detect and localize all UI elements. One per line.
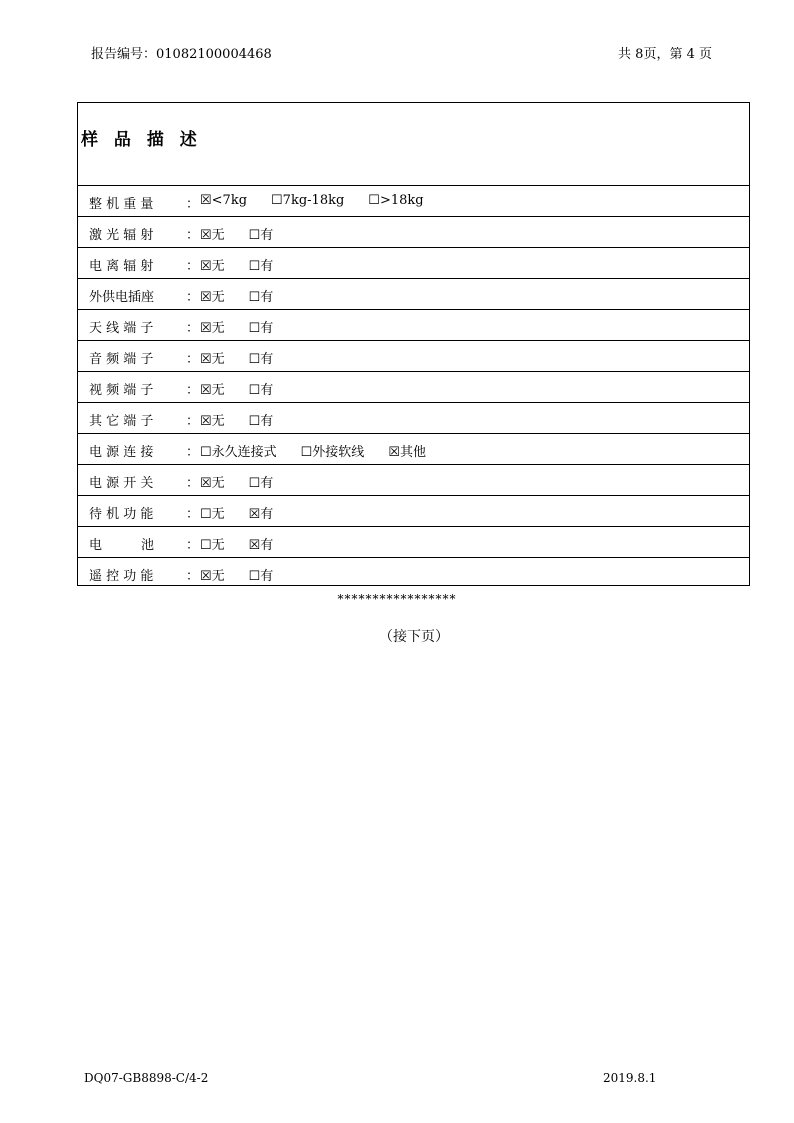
attribute-label: 整 机 重 量 xyxy=(89,197,154,212)
page-indicator: 共 8页，第 4 页 xyxy=(618,47,712,62)
section-header xyxy=(78,103,749,186)
attribute-label: 音 频 端 子 xyxy=(89,352,154,367)
colon: ： xyxy=(186,445,200,460)
colon: ： xyxy=(186,321,200,336)
attribute-label: 视 频 端 子 xyxy=(89,383,154,398)
attribute-options xyxy=(200,348,297,367)
checkbox-option: ☒<7kg xyxy=(200,193,248,208)
attribute-row xyxy=(78,186,749,217)
sample-description-table xyxy=(77,102,750,586)
checkbox-option: ☒无 xyxy=(200,259,225,274)
checkbox-option: ☐有 xyxy=(248,414,274,429)
attribute-row xyxy=(78,248,749,279)
attribute-rows xyxy=(78,186,749,589)
checkbox-option: ☒无 xyxy=(200,228,225,243)
checkbox-option: ☒无 xyxy=(200,476,225,491)
attribute-label: 电 离 辐 射 xyxy=(89,259,154,274)
attribute-row xyxy=(78,217,749,248)
attribute-row xyxy=(78,341,749,372)
continued-note: （接下页） xyxy=(379,629,449,645)
checkbox-option: ☐有 xyxy=(248,569,274,584)
checkbox-option: ☐有 xyxy=(248,352,274,367)
attribute-options xyxy=(200,224,297,243)
attribute-row xyxy=(78,403,749,434)
colon: ： xyxy=(186,507,200,522)
checkbox-option: ☐有 xyxy=(248,321,274,336)
colon: ： xyxy=(186,569,200,584)
attribute-row xyxy=(78,279,749,310)
attribute-options xyxy=(200,193,448,208)
checkbox-option: ☐有 xyxy=(248,228,274,243)
form-date: 2019.8.1 xyxy=(603,1071,657,1085)
attribute-options xyxy=(200,410,297,429)
attribute-options xyxy=(200,565,297,584)
attribute-label: 待 机 功 能 xyxy=(89,507,154,522)
attribute-label: 其 它 端 子 xyxy=(89,414,154,429)
attribute-options xyxy=(200,286,297,305)
checkbox-option: ☐>18kg xyxy=(368,193,424,208)
attribute-row xyxy=(78,465,749,496)
checkbox-option: ☐无 xyxy=(200,538,225,553)
checkbox-option: ☐有 xyxy=(248,476,274,491)
colon: ： xyxy=(186,197,200,212)
checkbox-option: ☐有 xyxy=(248,383,274,398)
section-title: 样 品 描 述 xyxy=(81,130,202,150)
attribute-row xyxy=(78,496,749,527)
colon: ： xyxy=(186,290,200,305)
report-number: 报告编号：01082100004468 xyxy=(91,47,272,62)
checkbox-option: ☐永久连接式 xyxy=(200,445,277,460)
checkbox-option: ☐7kg-18kg xyxy=(271,193,345,208)
attribute-options xyxy=(200,503,297,522)
colon: ： xyxy=(186,414,200,429)
checkbox-option: ☒无 xyxy=(200,321,225,336)
attribute-options xyxy=(200,472,297,491)
checkbox-option: ☒有 xyxy=(248,507,274,522)
attribute-label: 遥 控 功 能 xyxy=(89,569,154,584)
colon: ： xyxy=(186,476,200,491)
attribute-options xyxy=(200,534,297,553)
attribute-row xyxy=(78,434,749,465)
attribute-row xyxy=(78,558,749,589)
attribute-label: 外供电插座 xyxy=(89,290,155,305)
attribute-options xyxy=(200,255,297,274)
attribute-label: 天 线 端 子 xyxy=(89,321,154,336)
checkbox-option: ☐有 xyxy=(248,290,274,305)
checkbox-option: ☒其他 xyxy=(388,445,426,460)
colon: ： xyxy=(186,383,200,398)
checkbox-option: ☒无 xyxy=(200,352,225,367)
checkbox-option: ☒无 xyxy=(200,383,225,398)
attribute-label: 电 源 连 接 xyxy=(89,445,154,460)
end-marker: ***************** xyxy=(337,592,457,606)
colon: ： xyxy=(186,259,200,274)
checkbox-option: ☒无 xyxy=(200,414,225,429)
checkbox-option: ☒无 xyxy=(200,290,225,305)
colon: ： xyxy=(186,538,200,553)
checkbox-option: ☐无 xyxy=(200,507,225,522)
colon: ： xyxy=(186,352,200,367)
checkbox-option: ☒无 xyxy=(200,569,225,584)
attribute-options xyxy=(200,441,450,460)
attribute-options xyxy=(200,317,297,336)
checkbox-option: ☐有 xyxy=(248,259,274,274)
attribute-label: 电 源 开 关 xyxy=(89,476,154,491)
attribute-row xyxy=(78,527,749,558)
attribute-options xyxy=(200,379,297,398)
checkbox-option: ☐外接软线 xyxy=(300,445,365,460)
checkbox-option: ☒有 xyxy=(248,538,274,553)
attribute-label: 电 池 xyxy=(89,538,155,553)
attribute-label: 激 光 辐 射 xyxy=(89,228,154,243)
attribute-row xyxy=(78,310,749,341)
attribute-row xyxy=(78,372,749,403)
form-code: DQ07-GB8898-C/4-2 xyxy=(84,1071,209,1085)
colon: ： xyxy=(186,228,200,243)
